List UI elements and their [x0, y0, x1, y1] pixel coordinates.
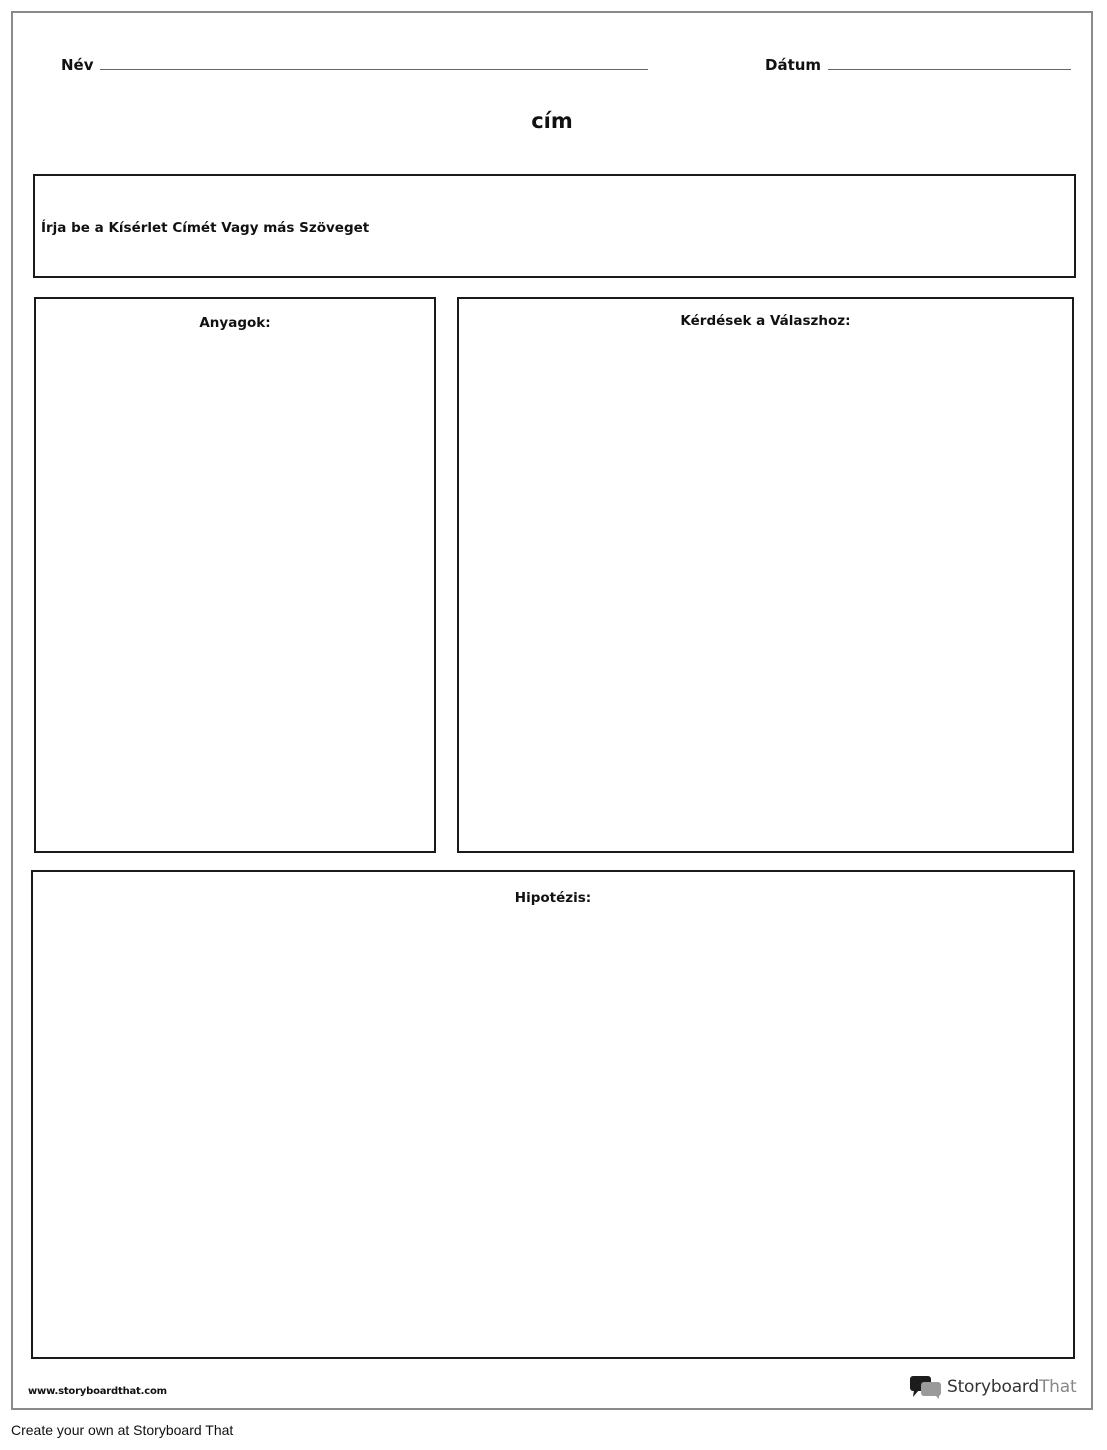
brand-name [947, 1377, 1076, 1397]
date-line[interactable] [828, 69, 1071, 70]
brand-main: Storyboard [947, 1377, 1039, 1397]
brand-accent: That [1039, 1377, 1077, 1397]
credit-text[interactable]: Create your own at Storyboard That [11, 1422, 234, 1438]
questions-box[interactable] [457, 297, 1074, 853]
experiment-title-box[interactable] [33, 174, 1076, 278]
hypothesis-title: Hipotézis: [514, 890, 592, 906]
name-line[interactable] [100, 69, 648, 70]
materials-box[interactable] [34, 297, 436, 853]
hypothesis-box[interactable] [31, 870, 1075, 1359]
materials-title: Anyagok: [199, 315, 271, 331]
page-title[interactable]: cím [531, 109, 573, 133]
name-label: Név [61, 56, 94, 74]
questions-title: Kérdések a Válaszhoz: [680, 313, 851, 329]
worksheet-page [11, 11, 1093, 1410]
storyboardthat-logo [909, 1374, 1076, 1400]
site-url: www.storyboardthat.com [28, 1386, 167, 1397]
date-label: Dátum [765, 56, 822, 74]
experiment-title-text: Írja be a Kísérlet Címét Vagy más Szöveget [41, 220, 370, 236]
speech-bubbles-icon [909, 1374, 943, 1400]
